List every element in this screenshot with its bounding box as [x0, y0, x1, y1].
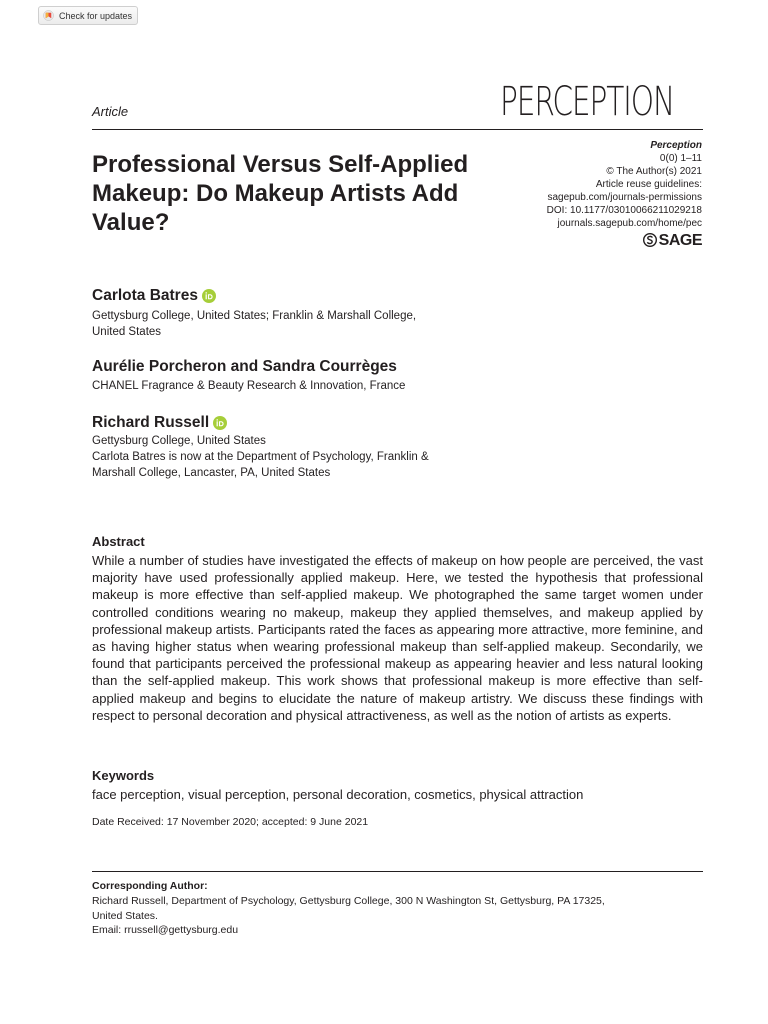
author-richard-russell [92, 414, 227, 432]
affiliation-line: Carlota Batres is now at the Department of Psychology, Franklin & [92, 451, 429, 463]
corresponding-address: Richard Russell, Department of Psychology, Gettysburg College, 300 N Washington St, Gettysburg, PA 17325, [92, 895, 605, 907]
article-type-label: Article [92, 104, 129, 119]
keywords-heading: Keywords [92, 768, 155, 783]
author-affiliation [92, 308, 512, 340]
journal-logo: PERCEPTION [500, 79, 675, 125]
update-icon [43, 10, 54, 21]
corresponding-author-details [92, 894, 692, 938]
reuse-link[interactable]: sagepub.com/journals-permissions [547, 192, 702, 203]
reuse-label: Article reuse guidelines: [595, 179, 702, 190]
author-name: Aurélie Porcheron and Sandra Courrèges [92, 358, 397, 375]
sage-logo [470, 233, 702, 247]
orcid-icon[interactable] [213, 416, 227, 430]
author-name: Richard Russell [92, 414, 210, 431]
affiliation-line: Gettysburg College, United States [92, 435, 266, 447]
affiliation-line: United States [92, 326, 162, 338]
journal-name: Perception [650, 140, 702, 151]
affiliation-line: CHANEL Fragrance & Beauty Research & Innovation, France [92, 380, 406, 392]
date-received: Date Received: 17 November 2020; accepted: 9 June 2021 [92, 816, 369, 828]
keywords-text: face perception, visual perception, personal decoration, cosmetics, physical attraction [92, 787, 584, 802]
header-rule [92, 129, 703, 130]
corresponding-email[interactable]: Email: rrussell@gettysburg.edu [92, 924, 239, 936]
check-for-updates-label: Check for updates [59, 10, 133, 21]
author-carlota-batres [92, 287, 216, 305]
corresponding-author-heading: Corresponding Author: [92, 880, 208, 892]
affiliation-line: Gettysburg College, United States; Franklin & Marshall College, [92, 310, 417, 322]
volume-pages: 0(0) 1–11 [659, 153, 702, 164]
author-name: Carlota Batres [92, 287, 198, 304]
article-title: Professional Versus Self-Applied Makeup: Do Makeup Artists Add Value? [92, 151, 469, 236]
check-for-updates-button[interactable] [38, 6, 138, 25]
abstract-text: While a number of studies have investigated the effects of makeup on how people are perceived, the vast majority have used professionally applied makeup. Here, we tested the hypothesis that professional makeup is more effective than self-applied makeup. We photographed the same target women under controlled conditions wearing no makeup, makeup they applied themselves, and makeup applied by professional makeup artists. Participants rated the faces as appearing more attractive, more feminine, and as having higher status when wearing professional makeup than self-applied makeup. Secondarily, we found that participants perceived the professional makeup as appearing heavier and less natural looking than the self-applied makeup. This work shows that professional makeup is more effective than self-applied makeup and begins to elucidate the nature of makeup artistry. We discuss these findings with respect to personal decoration and physical attractiveness, as well as the notion of artists as experts. [92, 553, 703, 723]
copyright: © The Author(s) 2021 [606, 166, 702, 177]
article-meta [470, 139, 702, 247]
sage-s-icon [643, 233, 657, 247]
author-porcheron-courreges [92, 358, 397, 376]
orcid-icon[interactable] [202, 289, 216, 303]
doi[interactable]: DOI: 10.1177/03010066211029218 [546, 205, 702, 216]
corresponding-country: United States. [92, 909, 158, 922]
publisher-name: SAGE [658, 231, 702, 249]
footer-rule [92, 871, 703, 872]
author-affiliation [92, 378, 512, 394]
abstract-heading: Abstract [92, 534, 145, 549]
affiliation-line: Marshall College, Lancaster, PA, United States [92, 467, 331, 479]
author-affiliation [92, 433, 512, 481]
journal-homepage[interactable]: journals.sagepub.com/home/pec [557, 218, 702, 229]
